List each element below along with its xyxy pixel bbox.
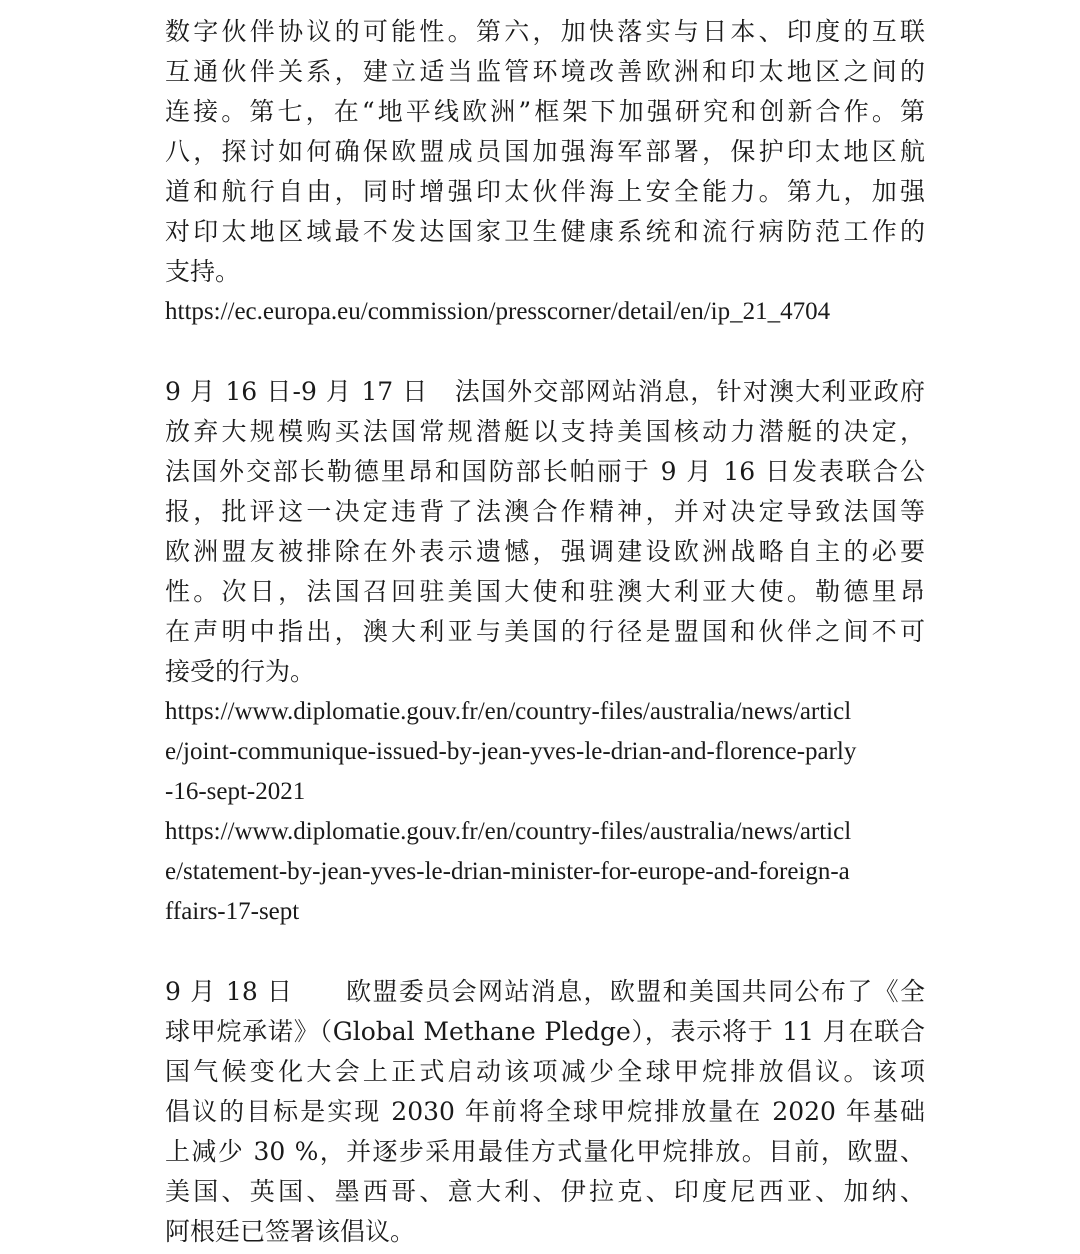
text-line: 数字伙伴协议的可能性。第六，加快落实与日本、印度的互联 bbox=[165, 17, 925, 46]
text-line: 倡议的目标是实现 2030 年前将全球甲烷排放量在 2020 年基础 bbox=[165, 1097, 925, 1126]
text-line: 八，探讨如何确保欧盟成员国加强海军部署，保护印太地区航 bbox=[165, 137, 925, 166]
paragraph-gap bbox=[165, 932, 925, 972]
text-line: 美国、英国、墨西哥、意大利、伊拉克、印度尼西亚、加纳、 bbox=[165, 1177, 925, 1206]
text-line: 报，批评这一决定违背了法澳合作精神，并对决定导致法国等 bbox=[165, 497, 925, 526]
paragraph-indo-pacific-strategy bbox=[165, 12, 925, 332]
text-line: 在声明中指出，澳大利亚与美国的行径是盟国和伙伴之间不可 bbox=[165, 617, 925, 646]
source-url-line: https://www.diplomatie.gouv.fr/en/country-files/australia/news/articl bbox=[165, 818, 852, 845]
text-line: 放弃大规模购买法国常规潜艇以支持美国核动力潜艇的决定， bbox=[165, 417, 925, 446]
text-line: 互通伙伴关系，建立适当监管环境改善欧洲和印太地区之间的 bbox=[165, 57, 925, 86]
text-line: 支持。 bbox=[165, 257, 241, 286]
text-line: 法国外交部长勒德里昂和国防部长帕丽于 9 月 16 日发表联合公 bbox=[165, 457, 925, 486]
text-line: 球甲烷承诺》（Global Methane Pledge），表示将于 11 月在联合 bbox=[165, 1017, 925, 1046]
text-line: 对印太地区域最不发达国家卫生健康系统和流行病防范工作的 bbox=[165, 217, 925, 246]
source-url-line: https://ec.europa.eu/commission/presscorner/detail/en/ip_21_4704 bbox=[165, 298, 831, 325]
text-line: 上减少 30 %，并逐步采用最佳方式量化甲烷排放。目前，欧盟、 bbox=[165, 1137, 925, 1166]
source-url-line: e/joint-communique-issued-by-jean-yves-le-drian-and-florence-parly bbox=[165, 738, 857, 765]
paragraph-france-submarine bbox=[165, 372, 925, 932]
text-line: 阿根廷已签署该倡议。 bbox=[165, 1217, 416, 1246]
source-url-line: https://www.diplomatie.gouv.fr/en/country-files/australia/news/articl bbox=[165, 698, 852, 725]
source-url-line: e/statement-by-jean-yves-le-drian-minister-for-europe-and-foreign-a bbox=[165, 858, 850, 885]
text-line: 接受的行为。 bbox=[165, 657, 316, 686]
text-line: 连接。第七，在“地平线欧洲”框架下加强研究和创新合作。第 bbox=[165, 97, 925, 126]
paragraph-gap bbox=[165, 332, 925, 372]
paragraph-methane-pledge bbox=[165, 972, 925, 1252]
text-line: 国气候变化大会上正式启动该项减少全球甲烷排放倡议。该项 bbox=[165, 1057, 925, 1086]
text-line: 9 月 18 日 欧盟委员会网站消息，欧盟和美国共同公布了《全 bbox=[165, 977, 925, 1006]
source-url-line: -16-sept-2021 bbox=[165, 778, 306, 805]
text-line: 欧洲盟友被排除在外表示遗憾，强调建设欧洲战略自主的必要 bbox=[165, 537, 925, 566]
document-page bbox=[165, 12, 925, 1252]
text-line: 道和航行自由，同时增强印太伙伴海上安全能力。第九，加强 bbox=[165, 177, 925, 206]
text-line: 9 月 16 日-9 月 17 日 法国外交部网站消息，针对澳大利亚政府 bbox=[165, 377, 925, 406]
text-line: 性。次日，法国召回驻美国大使和驻澳大利亚大使。勒德里昂 bbox=[165, 577, 925, 606]
source-url-line: ffairs-17-sept bbox=[165, 898, 300, 925]
